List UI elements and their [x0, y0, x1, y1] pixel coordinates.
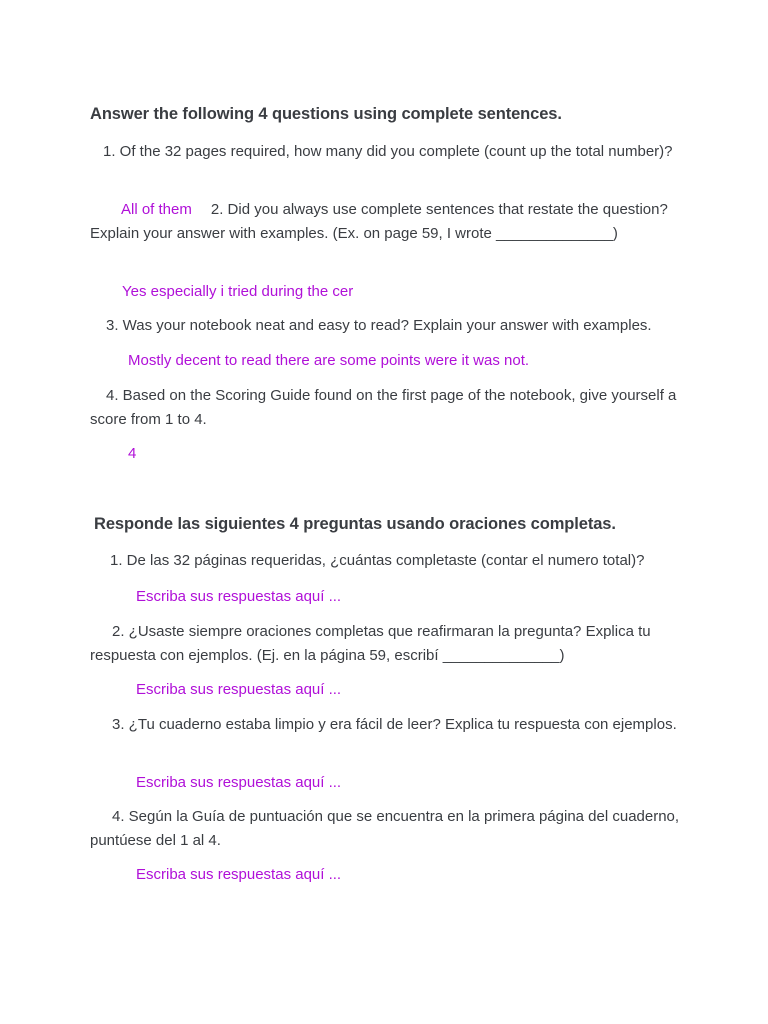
english-answer-2[interactable]: Yes especially i tried during the cer [122, 283, 354, 300]
english-question-2-block [90, 198, 690, 245]
spanish-heading: Responde las siguientes 4 preguntas usando oraciones completas. [94, 515, 616, 533]
english-answer-1[interactable]: All of them [121, 201, 192, 218]
english-question-2: 2. Did you always use complete sentences that restate the question? Explain your answer with examples. (Ex. on page 59, I wrote ______________) [90, 201, 668, 242]
spanish-question-2: 2. ¿Usaste siempre oraciones completas que reafirmaran la pregunta? Explica tu respuesta con ejemplos. (Ej. en la página 59, escribí ______________) [90, 623, 651, 664]
spanish-question-4: 4. Según la Guía de puntuación que se encuentra en la primera página del cuaderno, puntúese del 1 al 4. [90, 808, 680, 849]
english-answer-3[interactable]: Mostly decent to read there are some points were it was not. [128, 352, 530, 369]
english-answer-4[interactable]: 4 [128, 445, 137, 462]
spanish-answer-3[interactable]: Escriba sus respuestas aquí ... [136, 774, 342, 791]
english-question-4: 4. Based on the Scoring Guide found on the first page of the notebook, give yourself a score from 1 to 4. [90, 387, 677, 428]
english-question-3: 3. Was your notebook neat and easy to read? Explain your answer with examples. [106, 317, 652, 334]
spanish-question-1: 1. De las 32 páginas requeridas, ¿cuántas completaste (contar el numero total)? [110, 552, 645, 569]
spanish-question-3: 3. ¿Tu cuaderno estaba limpio y era fácil de leer? Explica tu respuesta con ejemplos. [112, 716, 677, 733]
english-heading: Answer the following 4 questions using complete sentences. [90, 105, 562, 123]
spanish-answer-4[interactable]: Escriba sus respuestas aquí ... [136, 866, 342, 883]
english-question-1: 1. Of the 32 pages required, how many did you complete (count up the total number)? [103, 143, 673, 160]
spanish-answer-2[interactable]: Escriba sus respuestas aquí ... [136, 681, 342, 698]
spanish-answer-1[interactable]: Escriba sus respuestas aquí ... [136, 588, 342, 605]
